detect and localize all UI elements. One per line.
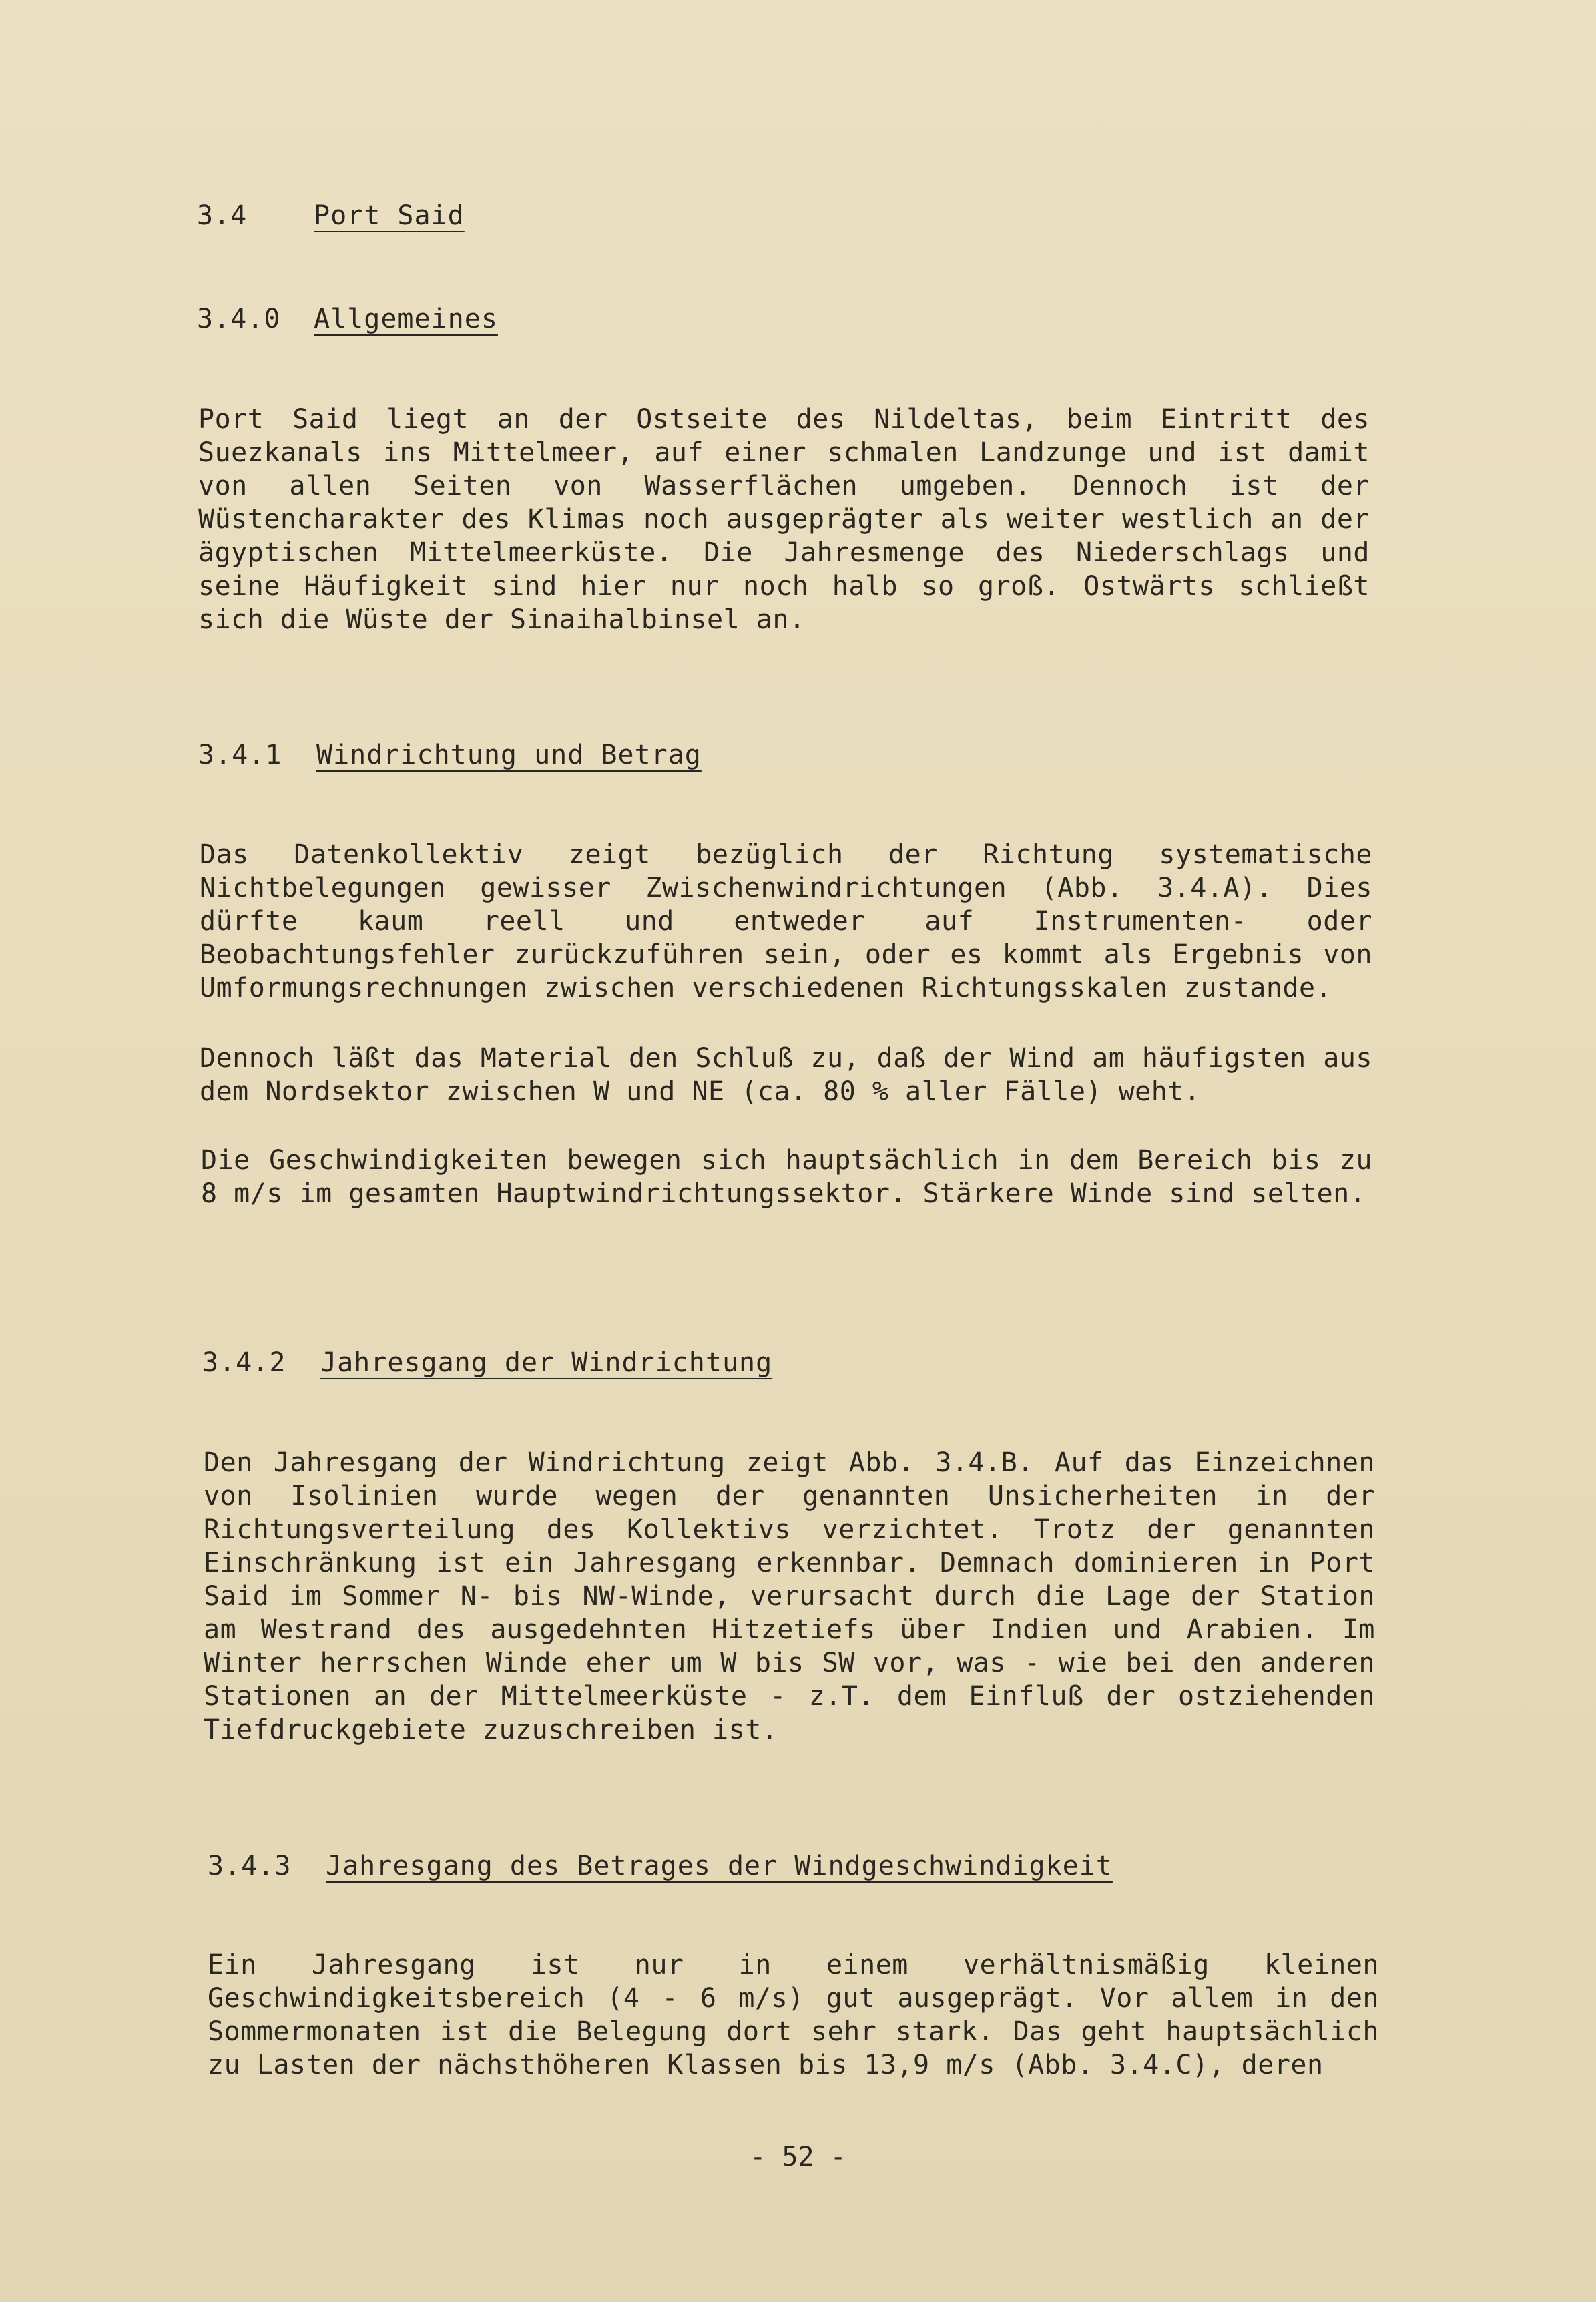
paragraph: Ein Jahresgang ist nur in einem verhältnismäßig kleinen Geschwindigkeitsbereich (4 - 6 m/s) gut ausgeprägt. Vor allem in den Sommermonaten ist die Belegung dort sehr stark. Das geht hauptsächlich zu Lasten der nächsthöheren Klassen bis 13,9 m/s (Abb. 3.4.C), deren (208, 1949, 1379, 2080)
subsection-title: Jahresgang der Windrichtung (320, 1347, 773, 1378)
paragraph: Dennoch läßt das Material den Schluß zu, daß der Wind am häufigsten aus dem Nordsektor zwischen W und NE (ca. 80 % aller Fälle) weht. (200, 1043, 1372, 1107)
section-heading (197, 200, 465, 231)
subsection-number: 3.4.3 (208, 1851, 292, 1881)
paragraph: Die Geschwindigkeiten bewegen sich hauptsächlich in dem Bereich bis zu 8 m/s im gesamten Hauptwindrichtungssektor. Stärkere Winde sind selten. (201, 1145, 1372, 1209)
subsection-heading (198, 740, 702, 770)
subsection-heading (202, 1347, 773, 1378)
paragraph: Den Jahresgang der Windrichtung zeigt Abb. 3.4.B. Auf das Einzeichnen von Isolinien wurde wegen der genannten Unsicherheiten in der Richtungsverteilung des Kollektivs verzichtet. Trotz der genannten Einschränkung ist ein Jahresgang erkennbar. Demnach dominieren in Port Said im Sommer N- bis NW-Winde, verursacht durch die Lage der Station am Westrand des ausgedehnten Hitzetiefs über Indien und Arabien. Im Winter herrschen Winde eher um W bis SW vor, was - wie bei den anderen Stationen an der Mittelmeerküste - z.T. dem Einfluß der ostziehenden Tiefdruckgebiete zuzuschreiben ist. (204, 1447, 1375, 1745)
subsection-number: 3.4.1 (198, 740, 282, 770)
subsection-heading (208, 1851, 1113, 1881)
subsection-title: Jahresgang des Betrages der Windgeschwindigkeit (326, 1851, 1113, 1881)
page-number: - 52 - (750, 2142, 846, 2172)
paragraph: Das Datenkollektiv zeigt bezüglich der Richtung systematische Nichtbelegungen gewisser Zwischenwindrichtungen (Abb. 3.4.A). Dies dürfte kaum reell und entweder auf Instrumenten- oder Beobachtungsfehler zurückzuführen sein, oder es kommt als Ergebnis von Umformungsrechnungen zwischen verschiedenen Richtungsskalen zustande. (200, 839, 1372, 1003)
subsection-title: Allgemeines (314, 304, 498, 334)
subsection-number: 3.4.2 (202, 1347, 286, 1378)
subsection-heading (197, 304, 498, 334)
subsection-number: 3.4.0 (197, 304, 281, 334)
paragraph: Port Said liegt an der Ostseite des Nildeltas, beim Eintritt des Suezkanals ins Mittelmeer, auf einer schmalen Landzunge und ist damit von allen Seiten von Wasserflächen umgeben. Dennoch ist der Wüstencharakter des Klimas noch ausgeprägter als weiter westlich an der ägyptischen Mittelmeerküste. Die Jahresmenge des Niederschlags und seine Häufigkeit sind hier nur noch halb so groß. Ostwärts schließt sich die Wüste der Sinaihalbinsel an. (198, 404, 1370, 635)
section-title: Port Said (314, 200, 465, 231)
section-number: 3.4 (197, 200, 248, 231)
subsection-title: Windrichtung und Betrag (316, 740, 702, 770)
